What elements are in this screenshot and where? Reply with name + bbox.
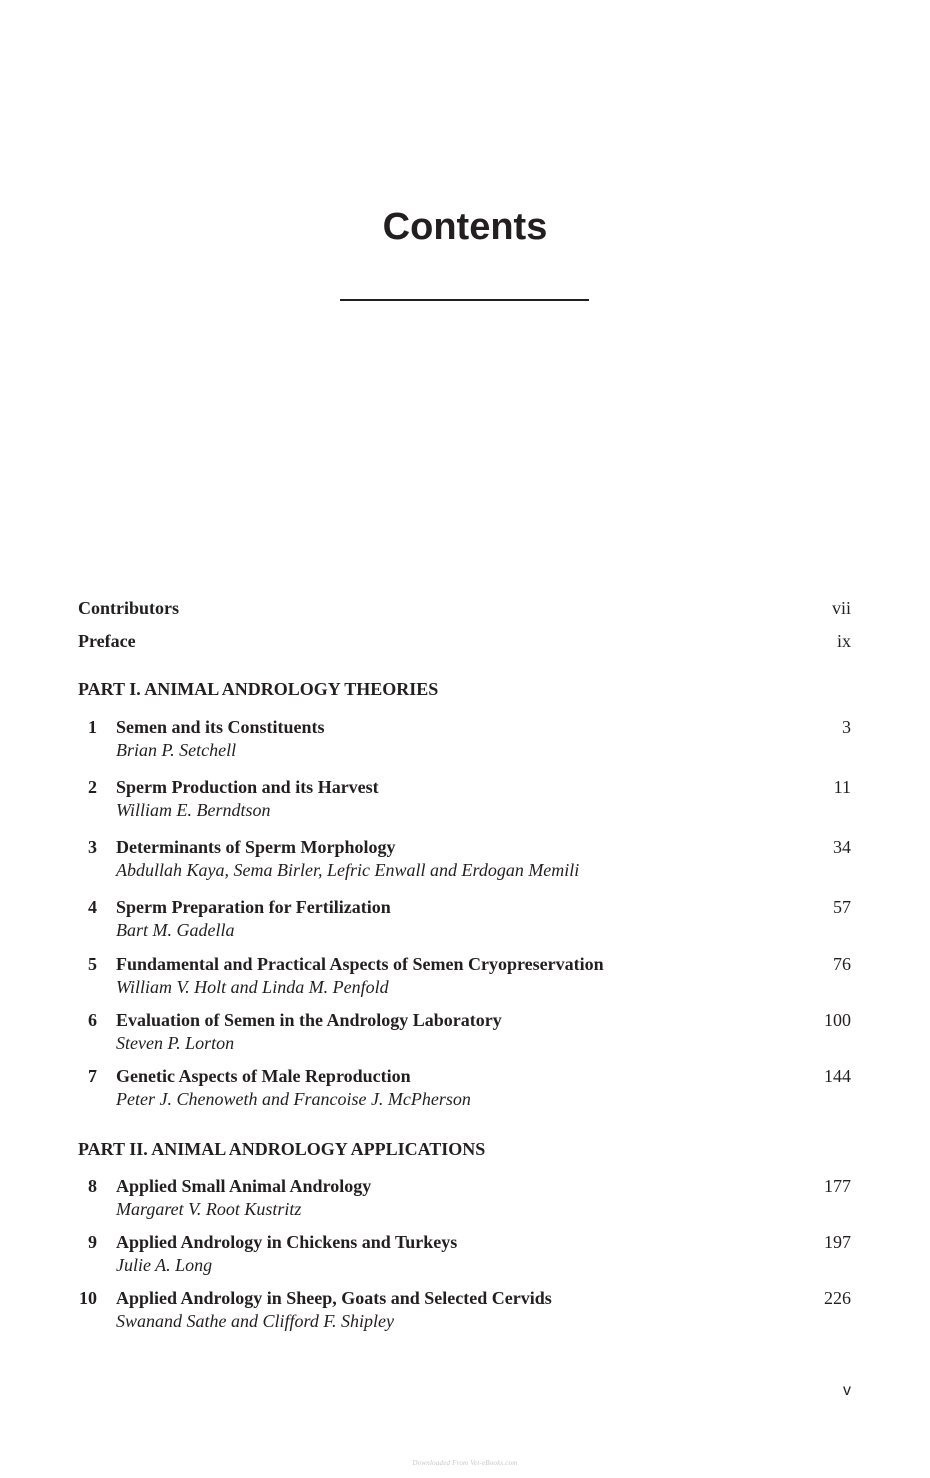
chapter-number: 3 — [88, 837, 97, 857]
chapter-title: Semen and its Constituents — [116, 717, 325, 737]
chapter-page: 177 — [824, 1176, 851, 1196]
chapter-authors: Margaret V. Root Kustritz — [116, 1199, 302, 1219]
chapter-authors: Swanand Sathe and Clifford F. Shipley — [116, 1311, 394, 1331]
chapter-page: 100 — [824, 1010, 851, 1030]
chapter-number: 9 — [88, 1232, 97, 1252]
watermark: Downloaded From Vet-eBooks.com — [412, 1459, 518, 1467]
chapter-title: Genetic Aspects of Male Reproduction — [116, 1066, 411, 1086]
chapter-authors: Abdullah Kaya, Sema Birler, Lefric Enwall and Erdogan Memili — [116, 860, 580, 880]
chapter-page: 144 — [824, 1066, 851, 1086]
chapter-title: Sperm Production and its Harvest — [116, 777, 379, 797]
chapter-number: 8 — [88, 1176, 97, 1196]
part-heading: PART II. ANIMAL ANDROLOGY APPLICATIONS — [78, 1139, 486, 1159]
chapter-title: Evaluation of Semen in the Andrology Laboratory — [116, 1010, 502, 1030]
toc-front-label: Preface — [78, 631, 136, 651]
chapter-authors: Peter J. Chenoweth and Francoise J. McPherson — [116, 1089, 471, 1109]
chapter-title: Applied Andrology in Sheep, Goats and Selected Cervids — [116, 1288, 552, 1308]
chapter-number: 1 — [88, 717, 97, 737]
chapter-number: 7 — [88, 1066, 97, 1086]
chapter-number: 4 — [88, 897, 97, 917]
chapter-authors: Julie A. Long — [116, 1255, 213, 1275]
chapter-number: 6 — [88, 1010, 97, 1030]
toc-front-label: Contributors — [78, 598, 180, 618]
toc-front-page: vii — [831, 598, 851, 618]
chapter-title: Applied Andrology in Chickens and Turkeys — [116, 1232, 458, 1252]
chapter-authors: William E. Berndtson — [116, 800, 271, 820]
chapter-page: 57 — [833, 897, 851, 917]
chapter-authors: Steven P. Lorton — [116, 1033, 235, 1053]
chapter-title: Sperm Preparation for Fertilization — [116, 897, 391, 917]
chapter-number: 2 — [88, 777, 97, 797]
chapter-authors: Brian P. Setchell — [116, 740, 237, 760]
chapter-title: Fundamental and Practical Aspects of Semen Cryopreservation — [116, 954, 604, 974]
chapter-page: 3 — [842, 717, 851, 737]
page-title: Contents — [382, 206, 548, 248]
chapter-authors: Bart M. Gadella — [116, 920, 235, 940]
chapter-page: 34 — [833, 837, 851, 857]
chapter-number: 10 — [79, 1288, 97, 1308]
chapter-page: 197 — [824, 1232, 851, 1252]
title-rule — [340, 299, 589, 301]
chapter-page: 11 — [833, 777, 851, 797]
page-number: v — [843, 1382, 851, 1399]
toc-front-page: ix — [836, 631, 851, 651]
part-heading: PART I. ANIMAL ANDROLOGY THEORIES — [78, 679, 439, 699]
chapter-title: Applied Small Animal Andrology — [116, 1176, 372, 1196]
chapter-title: Determinants of Sperm Morphology — [116, 837, 396, 857]
chapter-page: 76 — [833, 954, 851, 974]
chapter-authors: William V. Holt and Linda M. Penfold — [116, 977, 389, 997]
chapter-page: 226 — [824, 1288, 851, 1308]
chapter-number: 5 — [88, 954, 97, 974]
